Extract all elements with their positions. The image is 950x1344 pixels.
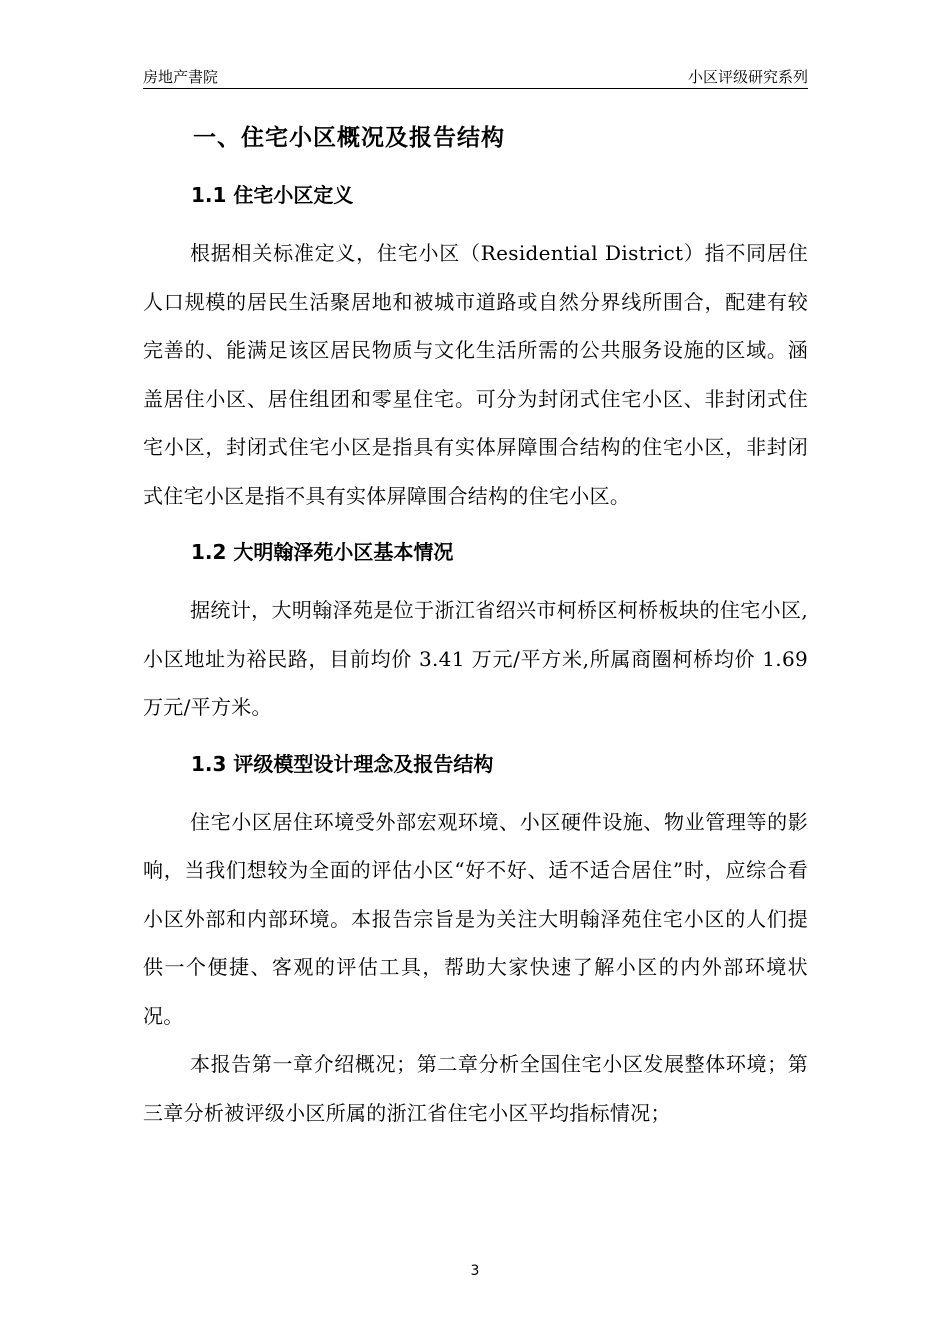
chapter-title: 一、住宅小区概况及报告结构 (193, 125, 505, 151)
paragraph: 据统计，大明翰泽苑是位于浙江省绍兴市柯桥区柯桥板块的住宅小区,小区地址为裕民路，目前均价 3.41 万元/平方米,所属商圈柯桥均价 1.69 万元/平方米。 (143, 598, 808, 719)
header-series: 小区评级研究系列 (687, 68, 808, 86)
page-number: 3 (470, 1263, 480, 1279)
page-header (143, 64, 808, 89)
document-body (143, 116, 808, 1137)
paragraph: 本报告第一章介绍概况；第二章分析全国住宅小区发展整体环境；第三章分析被评级小区所属的浙江省住宅小区平均指标情况； (143, 1052, 808, 1125)
section-heading: 1.2 大明翰泽苑小区基本情况 (191, 540, 454, 564)
header-publisher: 房地产書院 (143, 68, 219, 86)
section-heading: 1.3 评级模型设计理念及报告结构 (191, 751, 494, 776)
section-heading: 1.1 住宅小区定义 (191, 183, 354, 207)
paragraph: 根据相关标准定义，住宅小区（Residential District）指不同居住人口规模的居民生活聚居地和被城市道路或自然分界线所围合，配建有较完善的、能满足该区居民物质与文化生活所需的公共服务设施的区域。涵盖居住小区、居住组团和零星住宅。可分为封闭式住宅小区、非封闭式住宅小区，封闭式住宅小区是指具有实体屏障围合结构的住宅小区，非封闭式住宅小区是指不具有实体屏障围合结构的住宅小区。 (143, 241, 808, 508)
paragraph: 住宅小区居住环境受外部宏观环境、小区硬件设施、物业管理等的影响，当我们想较为全面的评估小区“好不好、适不适合居住”时，应综合看小区外部和内部环境。本报告宗旨是为关注大明翰泽苑住宅小区的人们提供一个便捷、客观的评估工具，帮助大家快速了解小区的内外部环境状况。 (143, 809, 808, 1028)
